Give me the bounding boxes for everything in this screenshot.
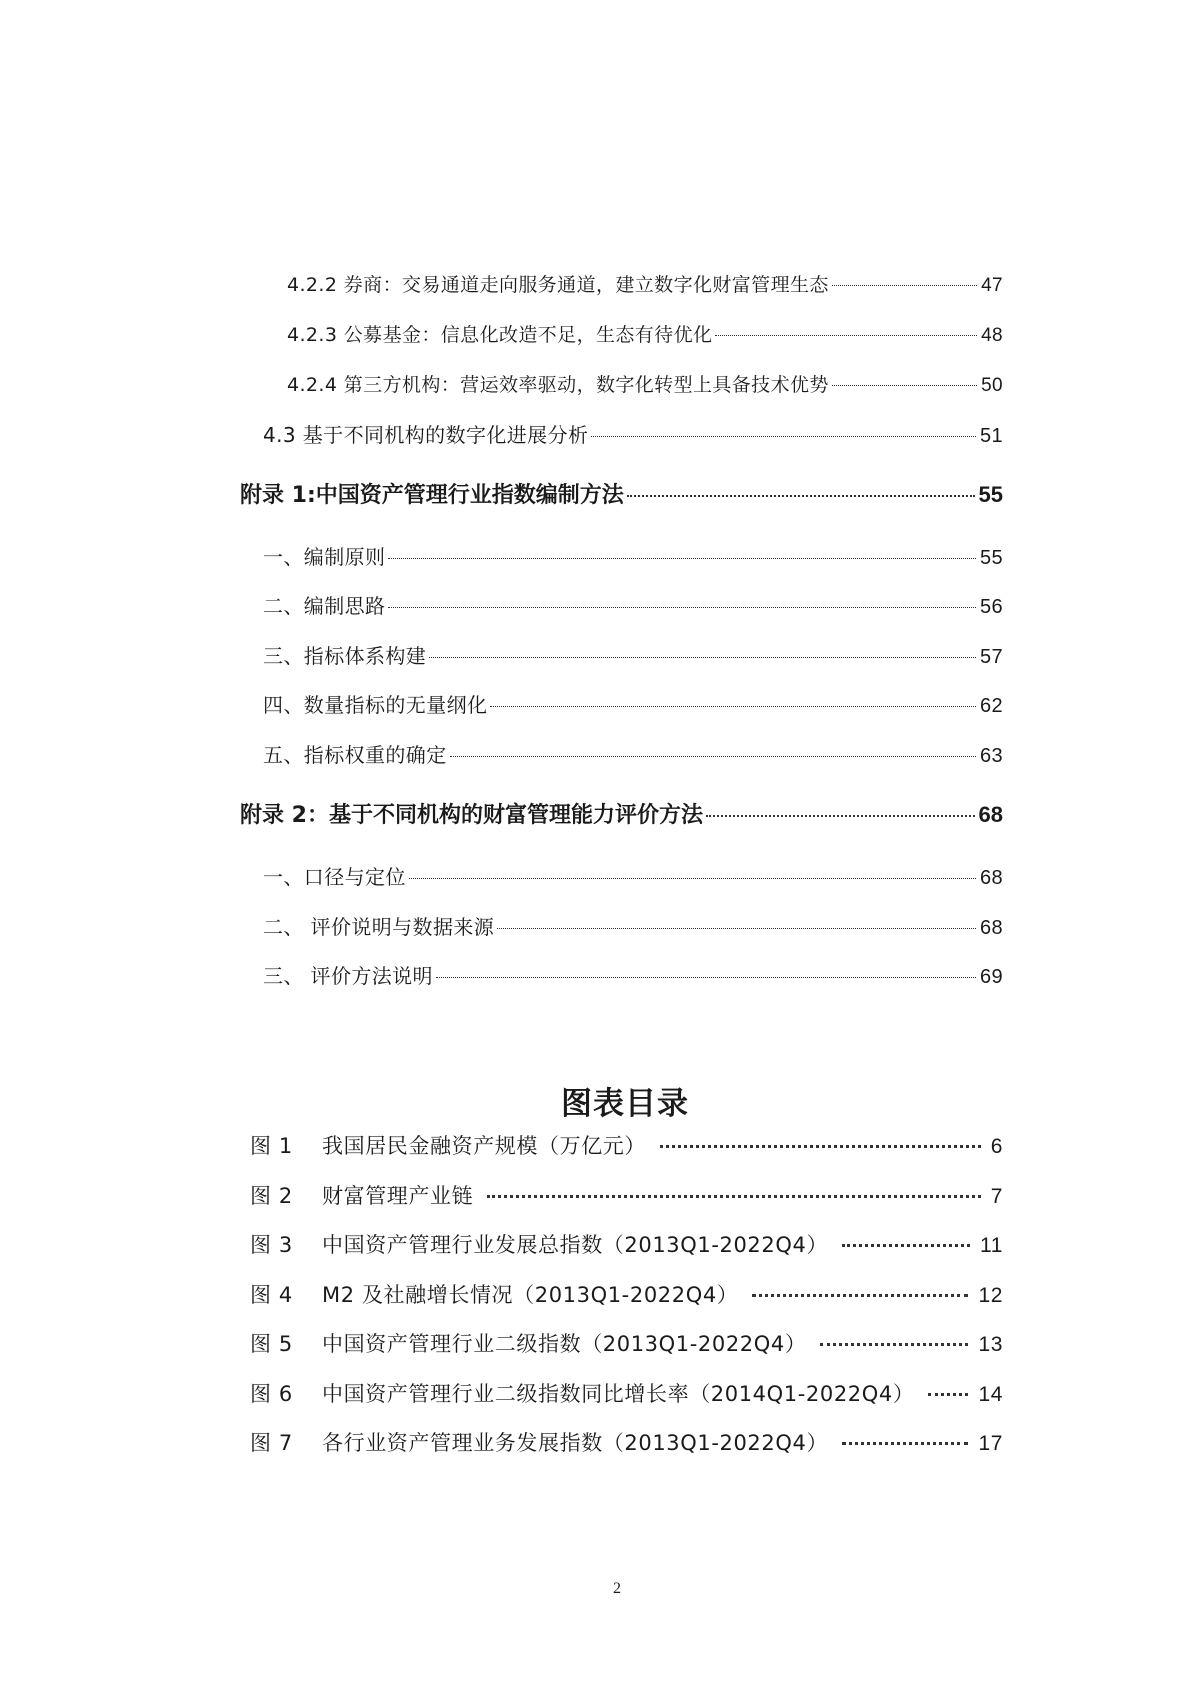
figure-number: 图 3 <box>250 1233 293 1257</box>
figure-page: 11 <box>980 1234 1003 1257</box>
toc-entry-label: 二、 评价说明与数据来源 <box>263 915 495 939</box>
figure-number: 图 7 <box>250 1431 293 1455</box>
toc-leader-dots <box>388 607 976 608</box>
toc-entry-page: 68 <box>979 867 1003 889</box>
figure-number: 图 2 <box>250 1184 293 1208</box>
toc-entry-label: 四、数量指标的无量纲化 <box>263 693 488 717</box>
toc-appendix-2[interactable] <box>240 798 1003 829</box>
figure-label: 中国资产管理行业二级指数（2013Q1-2022Q4） <box>322 1332 807 1356</box>
toc-appendix-page: 55 <box>978 482 1003 507</box>
figure-page: 12 <box>978 1284 1003 1307</box>
figure-leader-dots <box>752 1294 968 1297</box>
toc-appendix-1-item-1[interactable] <box>263 541 1003 570</box>
toc-entry-page: 50 <box>981 375 1003 396</box>
figure-label: 财富管理产业链 <box>322 1184 474 1208</box>
toc-entry-label: 4.2.2 券商：交易通道走向服务通道，建立数字化财富管理生态 <box>287 274 829 296</box>
toc-leader-dots <box>409 878 976 879</box>
figure-number: 图 4 <box>250 1283 293 1307</box>
toc-entry-4-2-3[interactable] <box>287 320 1003 347</box>
toc-leader-dots <box>832 285 977 286</box>
toc-entry-page: 47 <box>981 275 1003 296</box>
toc-appendix-page: 68 <box>978 802 1003 827</box>
toc-appendix-1-item-3[interactable] <box>263 640 1003 669</box>
toc-appendix-title: 附录 1:中国资产管理行业指数编制方法 <box>240 483 624 508</box>
toc-entry-label: 二、编制思路 <box>263 594 386 618</box>
toc-leader-dots <box>429 657 976 658</box>
figure-page: 17 <box>978 1432 1003 1455</box>
figure-label: M2 及社融增长情况（2013Q1-2022Q4） <box>322 1283 739 1307</box>
figure-number: 图 5 <box>250 1332 293 1356</box>
toc-entry-4-2-2[interactable] <box>287 270 1003 297</box>
toc-leader-dots <box>715 335 977 336</box>
toc-appendix-1-item-4[interactable] <box>263 689 1003 718</box>
toc-leader-dots <box>436 977 976 978</box>
toc-entry-label: 五、指标权重的确定 <box>263 743 447 767</box>
figure-entry-7[interactable] <box>250 1427 1003 1457</box>
toc-entry-label: 一、口径与定位 <box>263 865 406 889</box>
toc-entry-page: 57 <box>979 646 1003 668</box>
figure-label: 中国资产管理行业二级指数同比增长率（2014Q1-2022Q4） <box>322 1382 915 1406</box>
figure-page: 14 <box>978 1383 1003 1406</box>
toc-leader-dots <box>490 706 976 707</box>
page-number: 2 <box>613 1580 621 1597</box>
toc-leader-dots <box>591 436 976 437</box>
figure-page: 6 <box>990 1135 1003 1158</box>
figure-leader-dots <box>487 1195 981 1198</box>
toc-leader-dots <box>832 385 977 386</box>
toc-leader-dots <box>627 495 975 497</box>
figure-leader-dots <box>842 1244 970 1247</box>
toc-entry-page: 63 <box>979 745 1003 767</box>
toc-appendix-1[interactable] <box>240 478 1003 509</box>
toc-leader-dots <box>450 756 976 757</box>
toc-entry-label: 一、编制原则 <box>263 545 386 569</box>
toc-entry-label: 4.3 基于不同机构的数字化进展分析 <box>263 423 589 447</box>
toc-entry-page: 48 <box>981 325 1003 346</box>
toc-appendix-1-item-5[interactable] <box>263 739 1003 768</box>
figure-leader-dots <box>842 1442 968 1445</box>
figure-page: 13 <box>978 1333 1003 1356</box>
toc-entry-label: 4.2.4 第三方机构：营运效率驱动，数字化转型上具备技术优势 <box>287 374 829 396</box>
toc-entry-page: 51 <box>979 425 1003 447</box>
toc-leader-dots <box>497 928 976 929</box>
toc-entry-label: 三、 评价方法说明 <box>263 964 433 988</box>
toc-entry-page: 56 <box>979 596 1003 618</box>
figure-entry-1[interactable] <box>250 1130 1003 1160</box>
figure-label: 我国居民金融资产规模（万亿元） <box>322 1134 646 1158</box>
toc-appendix-2-item-3[interactable] <box>263 960 1003 989</box>
toc-entry-label: 4.2.3 公募基金：信息化改造不足，生态有待优化 <box>287 324 713 346</box>
toc-entry-4-3[interactable] <box>263 419 1003 448</box>
figure-number: 图 1 <box>250 1134 293 1158</box>
toc-appendix-2-item-1[interactable] <box>263 861 1003 890</box>
figure-entry-4[interactable] <box>250 1279 1003 1309</box>
figure-leader-dots <box>820 1343 968 1346</box>
toc-appendix-2-item-2[interactable] <box>263 911 1003 940</box>
figure-leader-dots <box>660 1145 981 1148</box>
toc-entry-4-2-4[interactable] <box>287 370 1003 397</box>
figure-list-title: 图表目录 <box>561 1086 689 1122</box>
figure-label: 各行业资产管理业务发展指数（2013Q1-2022Q4） <box>322 1431 829 1455</box>
figure-label: 中国资产管理行业发展总指数（2013Q1-2022Q4） <box>322 1233 829 1257</box>
figure-entry-5[interactable] <box>250 1328 1003 1358</box>
toc-appendix-1-item-2[interactable] <box>263 590 1003 619</box>
figure-entry-6[interactable] <box>250 1378 1003 1408</box>
toc-entry-page: 68 <box>979 917 1003 939</box>
toc-appendix-title: 附录 2：基于不同机构的财富管理能力评价方法 <box>240 803 703 828</box>
toc-entry-page: 69 <box>979 966 1003 988</box>
figure-entry-3[interactable] <box>250 1229 1003 1259</box>
toc-leader-dots <box>706 815 975 817</box>
toc-entry-page: 55 <box>979 547 1003 569</box>
figure-entry-2[interactable] <box>250 1180 1003 1210</box>
toc-entry-label: 三、指标体系构建 <box>263 644 427 668</box>
figure-leader-dots <box>928 1393 968 1396</box>
toc-leader-dots <box>388 558 976 559</box>
toc-entry-page: 62 <box>979 695 1003 717</box>
figure-page: 7 <box>990 1185 1003 1208</box>
figure-number: 图 6 <box>250 1382 293 1406</box>
